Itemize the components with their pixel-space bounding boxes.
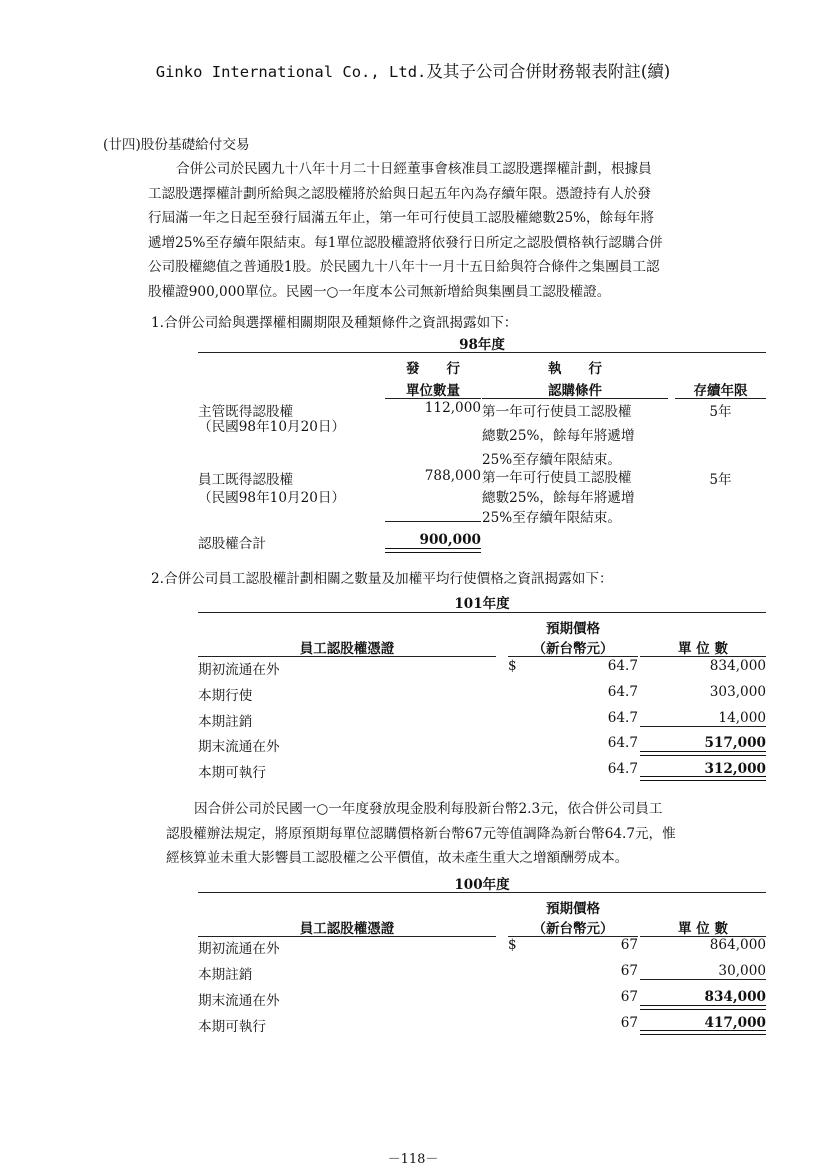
table2-row-label: 本期行使 bbox=[198, 688, 253, 704]
table2-col-price-1: 預期價格 bbox=[546, 621, 600, 637]
table1-row-life: 5年 bbox=[709, 404, 732, 420]
header-title: 及其子公司合併財務報表附註(續) bbox=[426, 62, 671, 81]
table1-sum-rule bbox=[385, 521, 481, 522]
table1-col-issue-2: 單位數量 bbox=[406, 383, 460, 399]
table1-row-terms bbox=[482, 468, 672, 528]
table3-col-price-1: 預期價格 bbox=[546, 901, 600, 917]
table1-total-double-rule bbox=[385, 548, 481, 553]
table2-row-label: 期初流通在外 bbox=[198, 662, 280, 678]
page-header bbox=[0, 58, 826, 82]
intro-line: 遞增25%至存續年限結束。每1單位認股權證將依發行日所定之認股價格執行認購合併 bbox=[148, 234, 663, 251]
table1-col-term: 存續年限 bbox=[693, 383, 748, 399]
table2-row-units: 14,000 bbox=[718, 710, 766, 726]
table3-row-units: 417,000 bbox=[704, 1015, 766, 1031]
table3-row-price: 67 bbox=[620, 963, 638, 979]
table1-row-sub: （民國98年10月20日） bbox=[198, 419, 346, 435]
table1-term-line: 第一年可行使員工認股權 bbox=[482, 404, 632, 420]
table2-col-name: 員工認股權憑證 bbox=[299, 641, 395, 657]
note-line: 因合併公司於民國一○一年度發放現金股利每股新台幣2.3元，依合併公司員工 bbox=[194, 801, 663, 817]
section-title: (廿四)股份基礎給付交易 bbox=[103, 137, 250, 153]
table1-row-label: 員工既得認股權 bbox=[198, 472, 294, 488]
table1-col-issue-1: 發 行 bbox=[406, 361, 460, 377]
table3-row-units: 864,000 bbox=[709, 937, 766, 953]
intro-line: 行屆滿一年之日起至發行屆滿五年止，第一年可行使員工認股權總數25%，餘每年將 bbox=[148, 210, 654, 226]
table3-row-price: 67 bbox=[620, 1015, 638, 1031]
table1-row-terms bbox=[482, 400, 672, 472]
table1-row-units: 788,000 bbox=[424, 468, 481, 484]
table2-row-price: 64.7 bbox=[607, 710, 638, 726]
table3-row-units: 834,000 bbox=[704, 989, 766, 1005]
intro-line: 股權證900,000單位。民國一○一年度本公司無新增給與集團員工認股權證。 bbox=[148, 283, 611, 300]
table3-col-price-2: （新台幣元） bbox=[532, 921, 614, 937]
table1-total-units: 900,000 bbox=[419, 532, 481, 548]
table1-term-line: 總數25%，餘每年將遞增 bbox=[482, 428, 635, 444]
table2-double-rule bbox=[640, 776, 766, 781]
table1-row-units: 112,000 bbox=[424, 400, 481, 416]
table1-top-rule bbox=[198, 352, 766, 353]
table2-row-units: 834,000 bbox=[709, 658, 766, 674]
table1-row-sub: （民國98年10月20日） bbox=[198, 490, 346, 506]
table2-row-label: 本期可執行 bbox=[198, 765, 266, 781]
table3-double-rule bbox=[640, 1030, 766, 1035]
table2-rule bbox=[198, 656, 496, 657]
table2-rule bbox=[640, 656, 766, 657]
table3-year: 100年度 bbox=[454, 877, 510, 893]
table2-row-price: 64.7 bbox=[607, 684, 638, 700]
table2-col-units: 單 位 數 bbox=[678, 641, 728, 657]
table2-row-label: 本期註銷 bbox=[198, 714, 253, 730]
table1-rule bbox=[675, 398, 766, 399]
table2-row-label: 期末流通在外 bbox=[198, 739, 280, 755]
table2-row-price: 64.7 bbox=[607, 735, 638, 751]
table1-rule bbox=[482, 398, 668, 399]
table3-double-rule bbox=[640, 1005, 766, 1010]
table2-row-price: 64.7 bbox=[607, 761, 638, 777]
intro-line: 公司股權總值之普通股1股。於民國九十八年十一月十五日給與符合條件之集團員工認 bbox=[148, 259, 660, 275]
item2-title: 2.合併公司員工認股權計劃相關之數量及加權平均行使價格之資訊揭露如下： bbox=[151, 571, 613, 587]
table1-term-line: 25%至存續年限結束。 bbox=[482, 510, 621, 526]
table3-row-label: 本期註銷 bbox=[198, 967, 253, 983]
intro-line: 工認股選擇權計劃所給與之認股權將於給與日起五年內為存續年限。憑證持有人於發 bbox=[148, 185, 651, 202]
table3-currency: $ bbox=[508, 937, 517, 953]
table2-row-price: 64.7 bbox=[607, 658, 638, 674]
table3-top-rule bbox=[198, 892, 766, 893]
table1-rule bbox=[385, 398, 481, 399]
table1-term-line: 總數25%，餘每年將遞增 bbox=[482, 490, 635, 506]
table1-term-line: 第一年可行使員工認股權 bbox=[482, 470, 632, 486]
note-paragraph bbox=[166, 797, 766, 871]
page-number: －118－ bbox=[387, 1152, 439, 1167]
note-line: 認股權辦法規定，將原預期每單位認購價格新台幣67元等值調降為新台幣64.7元，惟 bbox=[166, 825, 676, 842]
table2-rule bbox=[508, 656, 638, 657]
table3-row-price: 67 bbox=[620, 989, 638, 1005]
table2-currency: $ bbox=[508, 658, 517, 674]
table3-row-price: 67 bbox=[620, 937, 638, 953]
intro-paragraph bbox=[148, 157, 768, 304]
table3-row-label: 期末流通在外 bbox=[198, 993, 280, 1009]
note-line: 經核算並未重大影響員工認股權之公平價值，故未產生重大之增額酬勞成本。 bbox=[166, 850, 629, 866]
table3-sum-rule bbox=[640, 979, 766, 980]
table1-row-label: 主管既得認股權 bbox=[198, 404, 294, 420]
header-company: Ginko International Co., Ltd. bbox=[155, 63, 427, 81]
table2-row-units: 303,000 bbox=[709, 684, 766, 700]
table1-term-line: 25%至存續年限結束。 bbox=[482, 452, 621, 468]
table2-row-units: 517,000 bbox=[704, 735, 766, 751]
table2-year: 101年度 bbox=[454, 596, 510, 612]
table2-sum-rule bbox=[640, 726, 766, 727]
table2-row-units: 312,000 bbox=[704, 761, 766, 777]
table1-row-life: 5年 bbox=[709, 472, 732, 488]
item1-title: 1.合併公司給與選擇權相關期限及種類條件之資訊揭露如下： bbox=[151, 315, 518, 331]
table3-row-units: 30,000 bbox=[718, 963, 766, 979]
table2-double-rule bbox=[640, 751, 766, 756]
table1-col-exec-1: 執 行 bbox=[548, 361, 602, 377]
table2-top-rule bbox=[198, 612, 766, 613]
table1-col-exec-2: 認購條件 bbox=[548, 383, 602, 399]
table3-col-units: 單 位 數 bbox=[678, 921, 728, 937]
table3-row-label: 期初流通在外 bbox=[198, 941, 280, 957]
table3-col-name: 員工認股權憑證 bbox=[299, 921, 395, 937]
intro-line: 合併公司於民國九十八年十月二十日經董事會核准員工認股選擇權計劃，根據員 bbox=[176, 161, 652, 177]
table1-year: 98年度 bbox=[459, 337, 505, 353]
table1-total-label: 認股權合計 bbox=[198, 536, 266, 552]
table3-row-label: 本期可執行 bbox=[198, 1019, 266, 1035]
table2-col-price-2: （新台幣元） bbox=[532, 641, 614, 657]
